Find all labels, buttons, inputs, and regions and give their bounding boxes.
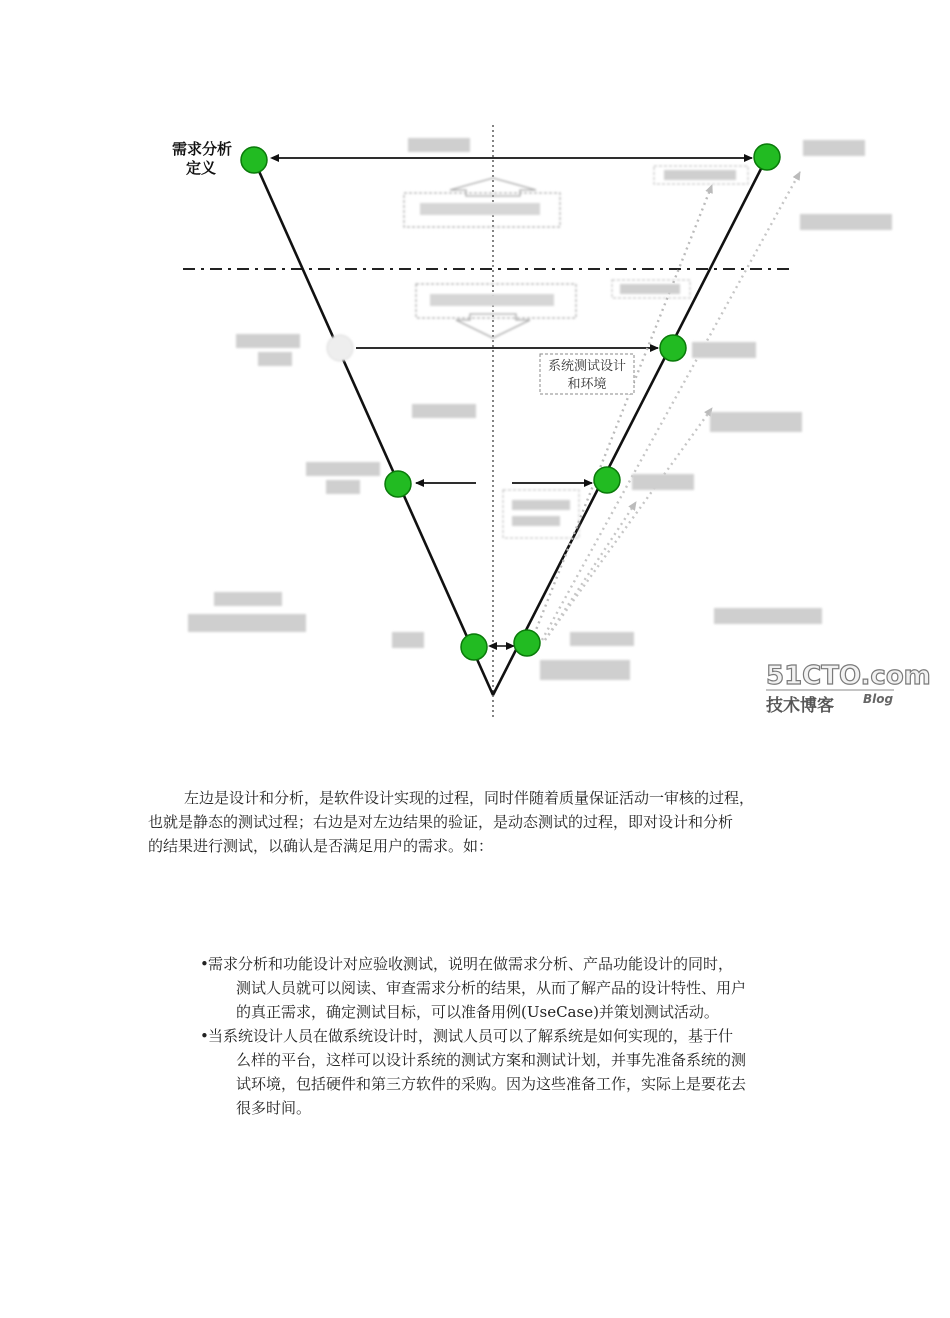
node-right-middle: [660, 335, 686, 361]
faded-down-arrow: [416, 284, 576, 338]
bullet-list: [200, 952, 810, 1120]
bullet-2-line-3: 试环境，包括硬件和第三方软件的采购。因为这些准备工作，实际上是要花去: [236, 1075, 747, 1093]
paragraph-line-1: 左边是设计和分析，是软件设计实现的过程，同时伴随着质量保证活动一审核的过程，: [184, 789, 755, 807]
node-requirements: [241, 147, 267, 173]
requirements-label-line1: 需求分析: [172, 140, 233, 158]
faded-up-arrow: [404, 178, 560, 227]
bullet-item-2: [200, 1024, 810, 1120]
bullet-1-line-3: 的真正需求，确定测试目标，可以准备用例(UseCase)并策划测试活动。: [236, 1003, 719, 1021]
bullet-2-line-2: 么样的平台，这样可以设计系统的测试方案和测试计划，并事先准备系统的测: [236, 1051, 747, 1069]
node-bottom-left: [461, 634, 487, 660]
watermark-main: 51CTO.com: [766, 661, 931, 691]
node-bottom-right: [514, 630, 540, 656]
body-paragraph: [148, 786, 808, 858]
watermark-blog: Blog: [863, 692, 894, 706]
bullet-marker: •: [200, 1027, 209, 1045]
bullet-marker: •: [200, 955, 209, 973]
paragraph-line-2: 也就是静态的测试过程；右边是对左边结果的验证，是动态测试的过程，即对设计和分析: [148, 813, 734, 831]
bullet-2-line-1: 当系统设计人员在做系统设计时，测试人员可以了解系统是如何实现的，基于什: [208, 1027, 734, 1045]
bullet-1-line-1: 需求分析和功能设计对应验收测试，说明在做需求分析、产品功能设计的同时，: [208, 955, 734, 973]
watermark-logo: [765, 661, 931, 716]
bullet-2-line-4: 很多时间。: [236, 1099, 312, 1117]
node-left-lower: [385, 471, 411, 497]
faded-diagonal-arrow-3: [545, 408, 712, 640]
paragraph-line-3: 的结果进行测试，以确认是否满足用户的需求。如：: [148, 837, 494, 855]
system-test-label-line1: 系统测试设计: [547, 359, 627, 374]
faded-diagonal-arrow-1: [532, 185, 712, 640]
requirements-label-line2: 定义: [186, 159, 217, 177]
node-right-lower: [594, 467, 620, 493]
faded-node-left-middle: [327, 335, 353, 361]
faded-labels: [188, 138, 892, 680]
bullet-1-line-2: 测试人员就可以阅读、审查需求分析的结果，从而了解产品的设计特性、用户: [236, 979, 747, 997]
node-top-right: [754, 144, 780, 170]
bullet-item-1: [200, 952, 810, 1024]
system-test-label-line2: 和环境: [567, 377, 607, 392]
watermark-sub: 技术博客: [766, 696, 834, 716]
faded-diagonal-arrow-2: [542, 172, 800, 640]
